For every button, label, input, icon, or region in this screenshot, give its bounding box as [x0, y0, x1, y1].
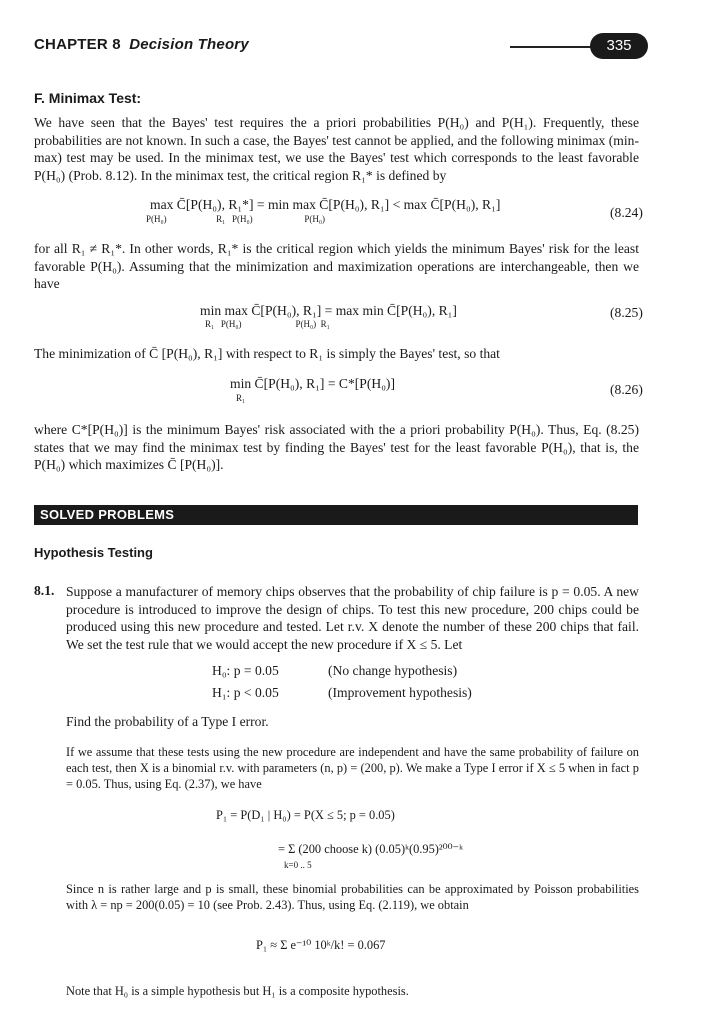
equation-8-24-subscripts: P(H₀) R₁ P(H₀) P(H₀)	[146, 214, 326, 224]
problem-text: Suppose a manufacturer of memory chips observes that the probability of chip failure is p = 0.05. A new procedure is introduced to improve the design of chips. To test this new procedure, 200 chips could be produced using this new procedure and tested. Let r.v. X denote the number of these 200 chips that fail. We set the test rule that we would accept the new procedure if X ≤ 5. Let	[66, 584, 639, 652]
paragraph-4: where C*[P(H₀)] is the minimum Bayes' risk associated with the a priori probability P(H₀). Thus, Eq. (8.25) states that we may find the minimax test by finding the Bayes' test for the least favorable P(H₀), that is, the P(H₀) which maximizes C̄ [P(H₀)].	[34, 422, 639, 472]
hypothesis-h0: H₀: p = 0.05	[212, 663, 279, 678]
solution-paragraph-2: Since n is rather large and p is small, these binomial probabilities can be approximated by Poisson probabilities with λ = np = 200(0.05) = 10 (see Prob. 2.43). Thus, using Eq. (2.119), we obtain	[66, 882, 639, 912]
paragraph-3: The minimization of C̄ [P(H₀), R₁] with respect to R₁ is simply the Bayes' test, so that	[34, 346, 500, 361]
equation-8-25: min max C̄[P(H₀), R₁] = max min C̄[P(H₀), R₁]	[200, 303, 457, 318]
solved-problems-bar	[34, 505, 638, 525]
subsection-heading: Hypothesis Testing	[34, 545, 153, 560]
paragraph-1: We have seen that the Bayes' test requires the a priori probabilities P(H₀) and P(H₁). Frequently, these probabilities are not known. In such a case, the Bayes' test cannot be applied, and the following minimax (min-max) test may be used. In the minimax test, we use the Bayes' test which corresponds to the least favorable P(H₀) (Prob. 8.12). In the minimax test, the critical region R₁* is defined by	[34, 115, 639, 183]
hypothesis-h1: H₁: p < 0.05	[212, 685, 279, 700]
equation-8-25-subscripts: R₁ P(H₀) P(H₀) R₁	[205, 319, 330, 329]
problem-question: Find the probability of a Type I error.	[66, 714, 269, 729]
hypothesis-h0-note: (No change hypothesis)	[328, 663, 458, 678]
section-heading: F. Minimax Test:	[34, 90, 142, 106]
solution-paragraph-1: If we assume that these tests using the new procedure are independent and have the same probability of failure on each test, then X is a binomial r.v. with parameters (n, p) = (200, p). We make a Type I error if X ≤ 5 when in fact p = 0.05. Thus, using Eq. (2.37), we have	[66, 745, 639, 791]
equation-number-8-25: (8.25)	[610, 305, 643, 320]
equation-8-26-subscripts: R₁	[236, 393, 246, 403]
chapter-label: CHAPTER 8	[34, 36, 121, 53]
chapter-title: Decision Theory	[129, 36, 249, 53]
closing-note: Note that H₀ is a simple hypothesis but H₁ is a composite hypothesis.	[66, 984, 409, 998]
page-number: 335	[590, 33, 648, 59]
equation-binomial-sum: = Σ (200 choose k) (0.05)ᵏ(0.95)²⁰⁰⁻ᵏ	[278, 842, 464, 856]
solved-problems-label: SOLVED PROBLEMS	[40, 507, 175, 522]
running-header	[34, 36, 249, 53]
binomial-sum-limits: k=0 .. 5	[284, 860, 312, 870]
equation-number-8-24: (8.24)	[610, 205, 643, 220]
problem-number: 8.1.	[34, 583, 55, 598]
equation-8-24: max C̄[P(H₀), R₁*] = min max C̄[P(H₀), R₁] < max C̄[P(H₀), R₁]	[150, 197, 501, 212]
header-rule	[510, 46, 600, 48]
equation-number-8-26: (8.26)	[610, 382, 643, 397]
paragraph-2: for all R₁ ≠ R₁*. In other words, R₁* is the critical region which yields the minimum Bayes' risk for the least favorable P(H₀). Assuming that the minimization and maximization operations are interchangeable, then we have	[34, 241, 639, 291]
equation-poisson-approx: P₁ ≈ Σ e⁻¹⁰ 10ᵏ/k! = 0.067	[256, 938, 386, 952]
hypothesis-h1-note: (Improvement hypothesis)	[328, 685, 472, 700]
equation-8-26: min C̄[P(H₀), R₁] = C*[P(H₀)]	[230, 376, 395, 391]
equation-type1-error: P₁ = P(D₁ | H₀) = P(X ≤ 5; p = 0.05)	[216, 808, 395, 822]
